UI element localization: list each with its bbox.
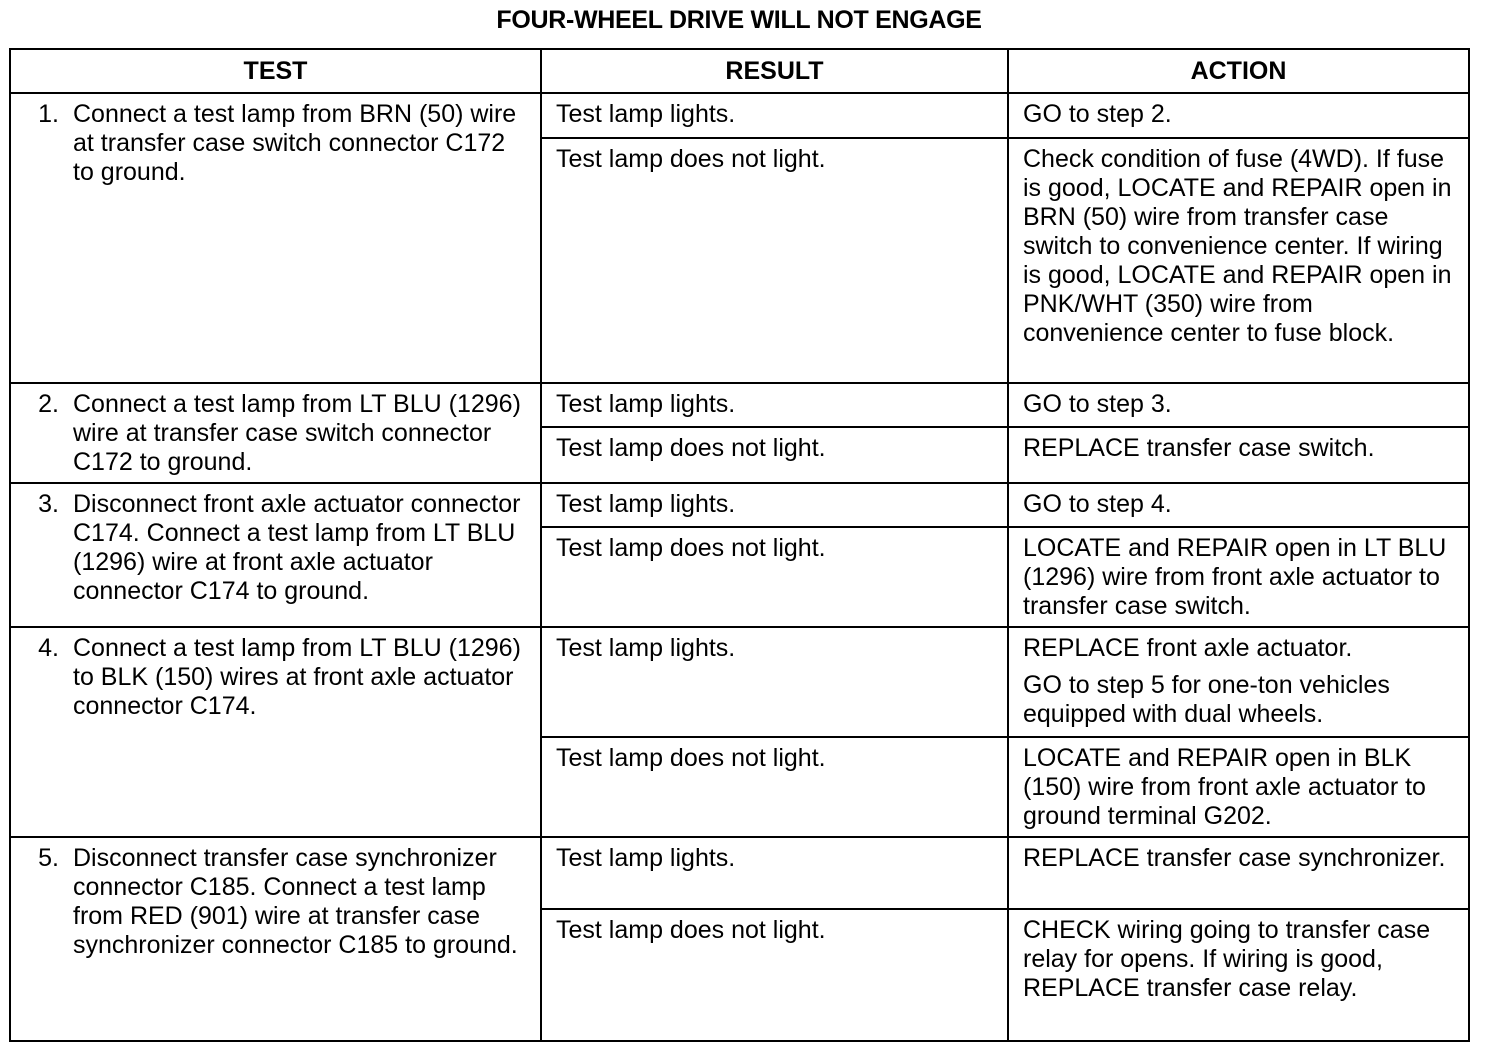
test-cell: [10, 383, 541, 483]
table-row: [10, 837, 1469, 909]
step-number: 5.: [38, 844, 59, 872]
action-cell: LOCATE and REPAIR open in LT BLU (1296) wire from front axle actuator to transfer case switch.: [1008, 527, 1469, 627]
test-text: Connect a test lamp from LT BLU (1296) wire at transfer case switch connector C172 to ground.: [73, 390, 521, 476]
action-cell: [1008, 627, 1469, 737]
action-cell: Check condition of fuse (4WD). If fuse is good, LOCATE and REPAIR open in BRN (50) wire from transfer case switch to convenience center. If wiring is good, LOCATE and REPAIR open in PNK/WHT (350) wire from convenience center to fuse block.: [1008, 138, 1469, 383]
result-cell: Test lamp lights.: [541, 627, 1008, 737]
test-cell: [10, 483, 541, 627]
header-row: [10, 49, 1469, 93]
action-text: REPLACE front axle actuator.: [1023, 634, 1353, 662]
action-cell: LOCATE and REPAIR open in BLK (150) wire from front axle actuator to ground terminal G202.: [1008, 737, 1469, 837]
diagnostic-table: [9, 48, 1470, 1042]
test-cell: [10, 93, 541, 383]
result-cell: Test lamp does not light.: [541, 527, 1008, 627]
result-cell: Test lamp lights.: [541, 837, 1008, 909]
action-cell: CHECK wiring going to transfer case relay for opens. If wiring is good, REPLACE transfer case relay.: [1008, 909, 1469, 1041]
table-row: [10, 383, 1469, 427]
action-cell: GO to step 2.: [1008, 93, 1469, 138]
result-cell: Test lamp lights.: [541, 383, 1008, 427]
table-row: [10, 93, 1469, 138]
action-cell: GO to step 4.: [1008, 483, 1469, 527]
table-row: [10, 627, 1469, 737]
result-cell: Test lamp does not light.: [541, 737, 1008, 837]
test-cell: [10, 627, 541, 837]
result-cell: Test lamp lights.: [541, 93, 1008, 138]
test-cell: [10, 837, 541, 1041]
table-row: [10, 483, 1469, 527]
header-test: TEST: [10, 49, 541, 93]
action-cell: GO to step 3.: [1008, 383, 1469, 427]
test-text: Disconnect transfer case synchronizer connector C185. Connect a test lamp from RED (901) wire at transfer case synchronizer connector C185 to ground.: [73, 844, 518, 959]
page-title: FOUR-WHEEL DRIVE WILL NOT ENGAGE: [496, 6, 982, 34]
header-action: ACTION: [1008, 49, 1469, 93]
result-cell: Test lamp does not light.: [541, 909, 1008, 1041]
step-number: 4.: [38, 634, 59, 662]
action-cell: REPLACE transfer case synchronizer.: [1008, 837, 1469, 909]
test-text: Connect a test lamp from BRN (50) wire at transfer case switch connector C172 to ground.: [73, 100, 517, 186]
action-cell: REPLACE transfer case switch.: [1008, 427, 1469, 483]
header-result: RESULT: [541, 49, 1008, 93]
step-number: 3.: [38, 490, 59, 518]
result-cell: Test lamp does not light.: [541, 138, 1008, 383]
step-number: 1.: [38, 100, 59, 128]
step-number: 2.: [38, 390, 59, 418]
action-note: GO to step 5 for one-ton vehicles equipped with dual wheels.: [1023, 671, 1390, 728]
result-cell: Test lamp does not light.: [541, 427, 1008, 483]
result-cell: Test lamp lights.: [541, 483, 1008, 527]
test-text: Disconnect front axle actuator connector C174. Connect a test lamp from LT BLU (1296) wire at front axle actuator connector C174 to ground.: [73, 490, 521, 605]
test-text: Connect a test lamp from LT BLU (1296) to BLK (150) wires at front axle actuator connector C174.: [73, 634, 521, 720]
